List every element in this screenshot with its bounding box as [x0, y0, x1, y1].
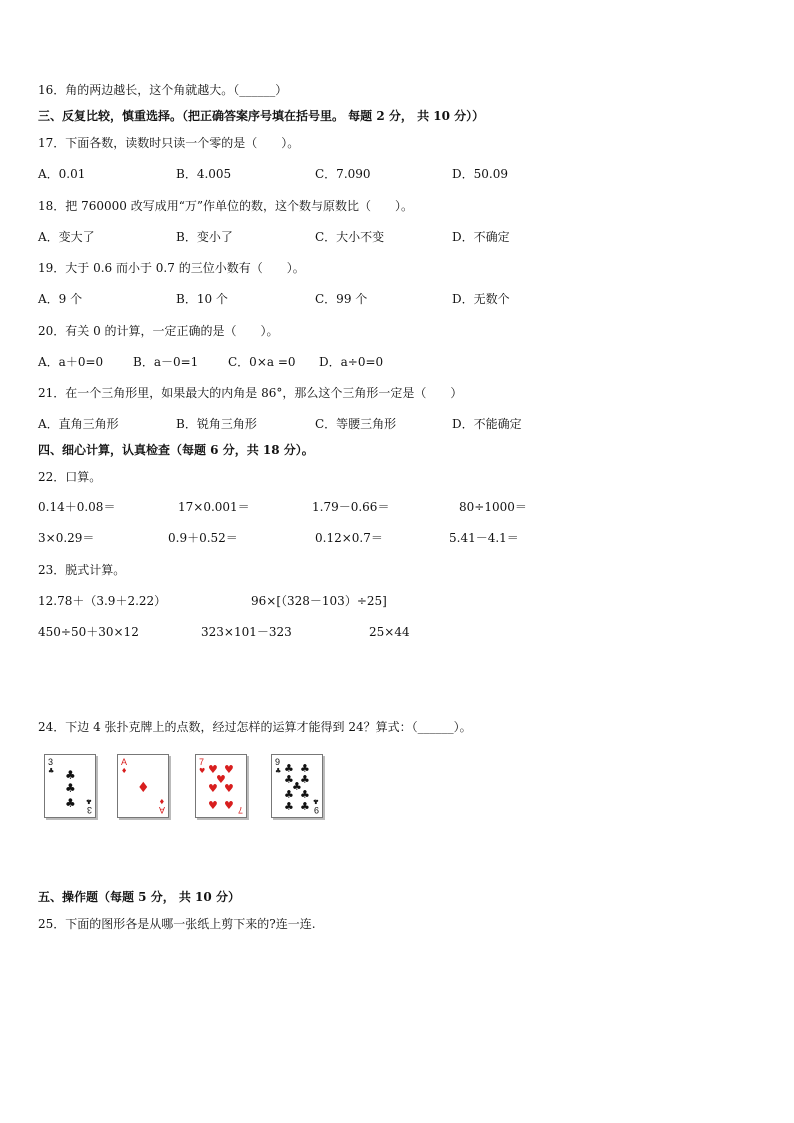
step-calc-5: 25×44 — [369, 625, 410, 639]
question-25: 25．下面的图形各是从哪一张纸上剪下来的?连一连. — [38, 917, 316, 931]
card-pip: ♣ — [85, 797, 92, 805]
card-rank: A — [121, 757, 128, 767]
mental-calc-8: 5.41－4.1＝ — [449, 531, 519, 545]
card-pip: ♥ — [224, 782, 234, 795]
mental-calc-7: 0.12×0.7＝ — [315, 531, 383, 545]
question-20-stem: 20．有关 0 的计算，一定正确的是（ ）。 — [38, 324, 279, 338]
mental-calc-6: 0.9＋0.52＝ — [168, 531, 238, 545]
card-pip: ♥ — [208, 782, 218, 795]
question-20-option-c: C．0×a =0 — [228, 355, 296, 369]
card-pip: ♣ — [65, 768, 76, 782]
card-pip: ♣ — [300, 773, 310, 786]
card-pip: ♣ — [65, 781, 76, 795]
playing-card-ace-of-diamonds — [117, 754, 169, 818]
step-calc-1: 12.78＋（3.9＋2.22） — [38, 594, 167, 608]
question-17-option-d: D．50.09 — [452, 167, 508, 181]
card-rank: 7 — [199, 757, 205, 767]
mental-calc-4: 80÷1000＝ — [459, 500, 527, 514]
question-19-option-a: A．9 个 — [38, 292, 83, 306]
question-21-option-a: A．直角三角形 — [38, 417, 119, 431]
mental-calc-3: 1.79－0.66＝ — [312, 500, 390, 514]
question-17-option-c: C．7.090 — [315, 167, 371, 181]
card-face — [196, 755, 246, 817]
card-face — [118, 755, 168, 817]
card-pip: ♥ — [208, 763, 218, 776]
question-18-option-d: D．不确定 — [452, 230, 510, 244]
question-17-option-a: A．0.01 — [38, 167, 86, 181]
card-pip: ♥ — [224, 799, 234, 812]
card-pip: ♣ — [284, 800, 294, 813]
card-pip: ♣ — [284, 788, 294, 801]
card-pip: ♣ — [284, 773, 294, 786]
mental-calc-1: 0.14＋0.08＝ — [38, 500, 116, 514]
card-face — [45, 755, 95, 817]
card-rank: 7 — [237, 805, 243, 815]
card-rank: 3 — [48, 757, 54, 767]
step-calc-4: 323×101－323 — [201, 625, 292, 639]
question-17-option-b: B．4.005 — [176, 167, 232, 181]
question-18-option-b: B．变小了 — [176, 230, 233, 244]
section-5-heading: 五、操作题（每题 5 分， 共 10 分） — [38, 890, 240, 904]
question-17-stem: 17．下面各数，读数时只读一个零的是（ ）。 — [38, 136, 300, 150]
card-rank: 3 — [86, 805, 92, 815]
card-pip: ♣ — [300, 800, 310, 813]
question-23-stem: 23．脱式计算。 — [38, 563, 126, 577]
card-pip: ♣ — [48, 767, 55, 775]
question-21-option-c: C．等腰三角形 — [315, 417, 397, 431]
question-22-stem: 22．口算。 — [38, 470, 102, 484]
card-pip: ♣ — [292, 780, 302, 793]
playing-card-nine-of-clubs — [271, 754, 323, 818]
card-pip: ♦ — [121, 767, 128, 775]
card-pip: ♣ — [300, 788, 310, 801]
question-21-stem: 21．在一个三角形里，如果最大的内角是 86°，那么这个三角形一定是（ ） — [38, 386, 463, 400]
step-calc-3: 450÷50＋30×12 — [38, 625, 139, 639]
mental-calc-5: 3×0.29＝ — [38, 531, 95, 545]
section-3-heading: 三、反复比较，慎重选择。（把正确答案序号填在括号里。 每题 2 分， 共 10 分）） — [38, 109, 485, 123]
card-pip: ♣ — [300, 762, 310, 775]
question-18-option-c: C．大小不变 — [315, 230, 385, 244]
card-pip: ♣ — [312, 797, 319, 805]
question-20-option-b: B．a－0=1 — [133, 355, 199, 369]
playing-card-seven-of-hearts — [195, 754, 247, 818]
question-21-option-d: D．不能确定 — [452, 417, 522, 431]
card-pip: ♣ — [65, 796, 76, 810]
card-pip: ♦ — [158, 797, 165, 805]
step-calc-2: 96×[（328－103）÷25] — [251, 594, 387, 608]
playing-card-three-of-clubs — [44, 754, 96, 818]
question-18-stem: 18．把 760000 改写成用“万”作单位的数，这个数与原数比（ ）。 — [38, 199, 413, 213]
card-rank: 9 — [275, 757, 281, 767]
question-19-option-b: B．10 个 — [176, 292, 228, 306]
question-16: 16．角的两边越长，这个角就越大。（______） — [38, 83, 288, 97]
question-18-option-a: A．变大了 — [38, 230, 95, 244]
card-pip: ♣ — [275, 767, 282, 775]
card-pip: ♥ — [224, 763, 234, 776]
question-21-option-b: B．锐角三角形 — [176, 417, 257, 431]
card-pip: ♦ — [137, 780, 150, 796]
card-pip: ♥ — [208, 799, 218, 812]
mental-calc-2: 17×0.001＝ — [178, 500, 250, 514]
card-rank: 9 — [313, 805, 319, 815]
card-pip: ♥ — [216, 773, 226, 786]
question-24-stem: 24．下边 4 张扑克牌上的点数，经过怎样的运算才能得到 24？算式：（______）。 — [38, 720, 472, 734]
card-face — [272, 755, 322, 817]
question-19-option-c: C．99 个 — [315, 292, 368, 306]
question-19-stem: 19．大于 0.6 而小于 0.7 的三位小数有（ ）。 — [38, 261, 305, 275]
card-pip: ♥ — [199, 767, 206, 775]
section-4-heading: 四、细心计算，认真检查（每题 6 分，共 18 分）。 — [38, 443, 314, 457]
card-pip: ♣ — [284, 762, 294, 775]
question-20-option-d: D．a÷0=0 — [319, 355, 384, 369]
question-20-option-a: A．a＋0=0 — [38, 355, 104, 369]
question-19-option-d: D．无数个 — [452, 292, 510, 306]
card-rank: A — [158, 805, 165, 815]
